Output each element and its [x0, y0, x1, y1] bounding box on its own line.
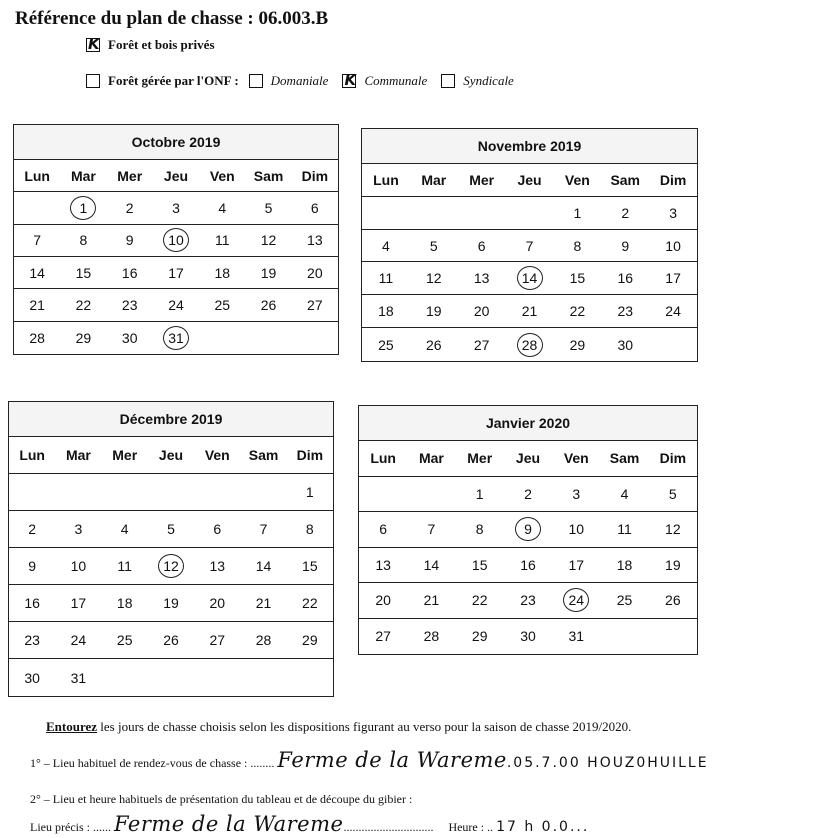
calendar-day[interactable]: 3	[669, 204, 677, 221]
calendar-day[interactable]: 26	[426, 336, 442, 353]
calendar-empty-cell	[649, 328, 697, 361]
calendar-empty-cell	[506, 197, 554, 229]
calendar-week-row	[362, 262, 697, 295]
calendar-empty-cell	[148, 659, 194, 696]
calendar-day[interactable]: 7	[259, 521, 268, 537]
calendar-day[interactable]: 13	[209, 558, 226, 574]
calendar-day[interactable]: 13	[307, 232, 323, 249]
weekday-header: Jeu	[515, 450, 541, 467]
calendar-day[interactable]: 19	[163, 595, 179, 611]
calendar-day[interactable]: 5	[167, 521, 175, 537]
calendar-day[interactable]: 2	[125, 199, 134, 216]
syndicale-label: Syndicale	[463, 73, 514, 88]
calendar-day[interactable]: 19	[260, 264, 277, 281]
onf-forest-checkbox[interactable]	[86, 74, 100, 88]
calendar-week-row	[9, 659, 333, 696]
calendar-week-row	[362, 230, 697, 263]
calendar-day[interactable]: 7	[525, 237, 534, 254]
calendar-day[interactable]: 6	[310, 199, 319, 216]
calendar-day[interactable]: 26	[260, 296, 277, 313]
calendar-day[interactable]: 6	[477, 237, 486, 254]
calendar-day[interactable]: 17	[568, 556, 585, 573]
presentation-line: 2° – Lieu et heure habituels de présentation du tableau et de découpe du gibier :	[30, 792, 413, 806]
calendar-week-row	[9, 511, 333, 548]
calendar-day[interactable]: 4	[120, 521, 129, 537]
calendar-day[interactable]: 29	[471, 628, 488, 645]
calendar-week-row	[359, 477, 697, 513]
calendar-day[interactable]: 10	[568, 521, 585, 538]
calendar-day[interactable]: 20	[209, 595, 226, 611]
calendar-day[interactable]: 6	[213, 521, 222, 537]
calendar-empty-cell	[102, 474, 148, 510]
private-forest-label: Forêt et bois privés	[108, 37, 215, 52]
weekday-header: Sam	[609, 450, 640, 467]
calendar-empty-cell	[194, 659, 240, 696]
calendar-day[interactable]: 12	[665, 521, 681, 538]
weekday-header: Jeu	[517, 171, 542, 188]
calendar-day[interactable]: 21	[255, 595, 272, 611]
calendar-day[interactable]: 23	[24, 632, 40, 648]
calendar-day[interactable]: 27	[375, 628, 391, 645]
calendar-day[interactable]: 21	[423, 592, 440, 609]
calendar-empty-cell	[148, 474, 194, 510]
calendar-day-circled[interactable]: 1	[60, 192, 106, 223]
calendar-day[interactable]: 9	[621, 237, 630, 254]
calendar-day[interactable]: 2	[524, 485, 532, 502]
weekday-header: Ven	[563, 450, 589, 467]
calendar-empty-cell	[410, 197, 458, 229]
calendar-day[interactable]: 5	[668, 485, 677, 502]
calendar-day[interactable]: 30	[617, 336, 634, 353]
calendar-weekday-row	[14, 160, 338, 192]
calendar-day[interactable]: 15	[471, 556, 488, 573]
calendar-empty-cell	[194, 474, 240, 510]
calendar-day[interactable]: 13	[473, 270, 490, 287]
calendar-day[interactable]: 9	[28, 558, 37, 574]
calendar-day[interactable]: 3	[572, 485, 581, 502]
weekday-header: Mar	[65, 447, 91, 463]
weekday-header: Lun	[370, 450, 396, 467]
calendar-empty-cell	[359, 477, 407, 512]
domaniale-label: Domaniale	[270, 73, 329, 88]
calendar-day[interactable]: 9	[125, 232, 134, 249]
calendar-empty-cell	[55, 474, 101, 510]
calendar-day[interactable]: 22	[302, 595, 318, 611]
calendar-day[interactable]: 14	[29, 264, 45, 281]
onf-forest-label: Forêt gérée par l'ONF :	[108, 73, 239, 88]
weekday-header: Ven	[204, 447, 230, 463]
calendar-day[interactable]: 24	[665, 303, 681, 320]
calendar-day[interactable]: 11	[378, 270, 394, 287]
calendar-janvier-2020	[358, 405, 698, 655]
calendar-day[interactable]: 21	[29, 296, 45, 313]
calendar-day[interactable]: 1	[305, 484, 314, 500]
calendar-empty-cell	[240, 474, 286, 510]
calendar-day[interactable]: 13	[375, 556, 391, 573]
calendar-weekday-row	[362, 164, 697, 197]
calendar-title: Octobre 2019	[14, 125, 338, 160]
calendar-title: Novembre 2019	[362, 129, 697, 164]
calendar-day[interactable]: 29	[302, 632, 318, 648]
calendar-day-circled[interactable]: 14	[506, 262, 554, 294]
domaniale-checkbox[interactable]	[249, 74, 263, 88]
communale-checkbox[interactable]	[342, 74, 356, 88]
calendar-empty-cell	[649, 619, 697, 655]
calendar-empty-cell	[362, 197, 410, 229]
calendar-day[interactable]: 25	[378, 336, 394, 353]
calendar-day[interactable]: 15	[75, 264, 92, 281]
weekday-header: Jeu	[158, 447, 184, 463]
calendar-day[interactable]: 18	[378, 303, 394, 320]
calendar-empty-cell	[245, 322, 291, 354]
weekday-header: Mer	[469, 171, 495, 188]
weekday-header: Dim	[296, 447, 324, 463]
weekday-header: Dim	[301, 167, 329, 184]
calendar-week-row	[14, 257, 338, 289]
calendar-day[interactable]: 27	[473, 336, 490, 353]
weekday-header: Dim	[659, 450, 687, 467]
calendar-day[interactable]: 10	[70, 558, 87, 574]
calendar-day[interactable]: 28	[255, 632, 272, 648]
calendar-day[interactable]: 19	[665, 556, 681, 573]
calendar-day[interactable]: 24	[70, 632, 87, 648]
calendar-day-circled[interactable]: 10	[153, 225, 199, 256]
calendar-day[interactable]: 27	[307, 296, 323, 313]
calendar-day[interactable]: 26	[163, 632, 179, 648]
calendar-day[interactable]: 5	[429, 237, 438, 254]
calendar-day[interactable]: 2	[621, 204, 630, 221]
calendar-empty-cell	[14, 192, 60, 223]
syndicale-checkbox[interactable]	[441, 74, 455, 88]
weekday-header: Dim	[659, 171, 687, 188]
calendar-day[interactable]: 6	[379, 521, 388, 538]
weekday-header: Lun	[24, 167, 50, 184]
calendar-day[interactable]: 8	[79, 232, 88, 249]
rdv-label: 1° – Lieu habituel de rendez-vous de chasse : ........	[30, 756, 275, 770]
calendar-day[interactable]: 18	[116, 595, 133, 611]
calendar-day[interactable]: 25	[214, 296, 231, 313]
calendar-empty-cell	[240, 659, 286, 696]
calendar-weekday-row	[359, 441, 697, 477]
calendar-week-row	[359, 619, 697, 655]
weekday-header: Sam	[610, 171, 641, 188]
calendar-octobre-2019	[13, 124, 339, 355]
calendar-empty-cell	[102, 659, 148, 696]
calendar-novembre-2019	[361, 128, 698, 362]
weekday-header: Lun	[373, 171, 399, 188]
calendar-empty-cell	[292, 322, 338, 354]
calendar-day[interactable]: 19	[426, 303, 442, 320]
lieu-line	[30, 812, 589, 836]
calendar-day[interactable]: 26	[665, 592, 681, 609]
calendar-day[interactable]: 16	[121, 264, 138, 281]
calendar-day[interactable]: 25	[616, 592, 633, 609]
calendar-day[interactable]: 10	[665, 237, 681, 254]
calendar-week-row	[14, 289, 338, 321]
instructions-rest: les jours de chasse choisis selon les dispositions figurant au verso pour la saison de chasse 2019/2020.	[97, 719, 632, 734]
calendar-title: Décembre 2019	[9, 402, 333, 437]
calendar-day[interactable]: 28	[29, 329, 45, 346]
calendar-day[interactable]: 17	[70, 595, 87, 611]
calendar-week-row	[362, 328, 697, 361]
calendar-day[interactable]: 14	[255, 558, 272, 574]
calendar-day[interactable]: 2	[28, 521, 37, 537]
calendar-day[interactable]: 11	[117, 558, 132, 574]
calendar-day-circled[interactable]: 12	[148, 548, 194, 584]
calendar-day[interactable]: 20	[375, 592, 391, 609]
calendar-day[interactable]: 3	[74, 521, 83, 537]
lieu-label: Lieu précis : ......	[30, 820, 111, 834]
calendar-day[interactable]: 20	[473, 303, 490, 320]
private-forest-checkbox[interactable]	[86, 38, 100, 52]
calendar-day[interactable]: 4	[620, 485, 629, 502]
calendar-week-row	[362, 197, 697, 230]
calendar-day[interactable]: 11	[617, 521, 632, 538]
calendar-day[interactable]: 16	[617, 270, 634, 287]
weekday-header: Sam	[248, 447, 279, 463]
calendar-day-circled[interactable]: 28	[506, 328, 554, 361]
calendar-day[interactable]: 23	[121, 296, 138, 313]
calendar-day[interactable]: 16	[24, 595, 40, 611]
calendar-day[interactable]: 21	[521, 303, 538, 320]
calendar-day[interactable]: 30	[121, 329, 138, 346]
calendar-week-row	[9, 548, 333, 585]
calendar-day[interactable]: 4	[382, 237, 390, 254]
calendar-day[interactable]: 31	[568, 628, 585, 645]
calendar-day[interactable]: 16	[520, 556, 536, 573]
calendar-day[interactable]: 7	[33, 232, 42, 249]
calendar-day[interactable]: 12	[426, 270, 442, 287]
calendar-day[interactable]: 25	[116, 632, 133, 648]
calendar-week-row	[359, 548, 697, 584]
calendar-day[interactable]: 20	[307, 264, 323, 281]
calendar-day[interactable]: 23	[617, 303, 634, 320]
calendar-day[interactable]: 7	[427, 521, 436, 538]
weekday-header: Sam	[253, 167, 284, 184]
calendar-week-row	[359, 583, 697, 619]
calendar-day[interactable]: 17	[665, 270, 681, 287]
calendar-day[interactable]: 17	[168, 264, 184, 281]
weekday-header: Mar	[70, 167, 96, 184]
calendar-week-row	[14, 192, 338, 224]
weekday-header: Jeu	[163, 167, 189, 184]
calendar-empty-cell	[287, 659, 333, 696]
calendar-day[interactable]: 11	[214, 232, 230, 249]
calendar-day[interactable]: 8	[475, 521, 484, 538]
private-forest-row	[86, 37, 215, 53]
rdv-value[interactable]: Ferme de la Wareme	[277, 748, 507, 772]
calendar-day[interactable]: 4	[218, 199, 227, 216]
calendar-weekday-row	[9, 437, 333, 474]
calendar-empty-cell	[199, 322, 245, 354]
rdv-extra[interactable]: .05.7.00 HOUZ0HUILLE	[506, 755, 709, 771]
calendar-day-circled[interactable]: 24	[552, 583, 600, 618]
calendar-week-row	[9, 585, 333, 622]
lieu-value[interactable]: Ferme de la Wareme	[113, 812, 344, 836]
weekday-header: Ven	[564, 171, 590, 188]
weekday-header: Mar	[421, 171, 447, 188]
calendar-day[interactable]: 8	[573, 237, 582, 254]
calendar-week-row	[14, 225, 338, 257]
calendar-day[interactable]: 12	[260, 232, 277, 249]
calendar-empty-cell	[600, 619, 648, 655]
calendar-day[interactable]: 29	[75, 329, 92, 346]
calendar-day[interactable]: 5	[264, 199, 273, 216]
calendar-day[interactable]: 31	[70, 669, 87, 686]
calendar-week-row	[14, 322, 338, 354]
calendar-day[interactable]: 24	[168, 296, 184, 313]
calendar-empty-cell	[9, 474, 55, 510]
calendar-day-circled[interactable]: 31	[153, 322, 199, 354]
calendar-day-circled[interactable]: 9	[504, 512, 552, 547]
rdv-line	[30, 748, 709, 772]
calendar-day[interactable]: 22	[471, 592, 488, 609]
calendar-day[interactable]: 23	[520, 592, 536, 609]
calendar-day[interactable]: 29	[569, 336, 586, 353]
weekday-header: Mer	[112, 447, 138, 463]
calendar-week-row	[9, 474, 333, 511]
instructions-lead: Entourez	[46, 719, 98, 734]
heure-value[interactable]: 17 h 0.0...	[496, 819, 590, 835]
calendar-day[interactable]: 1	[573, 204, 582, 221]
calendar-day[interactable]: 1	[475, 485, 484, 502]
weekday-header: Lun	[19, 447, 45, 463]
lieu-dots: ..............................	[343, 820, 434, 834]
calendar-decembre-2019	[8, 401, 334, 697]
calendar-day[interactable]: 8	[305, 521, 314, 537]
calendar-day[interactable]: 18	[616, 556, 633, 573]
reference-title: Référence du plan de chasse : 06.003.B	[15, 8, 329, 29]
weekday-header: Mer	[467, 450, 493, 467]
calendar-day[interactable]: 15	[569, 270, 586, 287]
calendar-day[interactable]: 15	[302, 558, 318, 574]
calendar-day[interactable]: 14	[423, 556, 440, 573]
calendar-day[interactable]: 3	[172, 199, 180, 216]
weekday-header: Mer	[117, 167, 143, 184]
instructions	[46, 719, 631, 735]
weekday-header: Mar	[418, 450, 444, 467]
communale-label: Communale	[364, 73, 428, 88]
onf-forest-row	[86, 73, 528, 89]
calendar-week-row	[359, 512, 697, 548]
calendar-week-row	[9, 622, 333, 659]
calendar-empty-cell	[458, 197, 506, 229]
calendar-day[interactable]: 27	[209, 632, 226, 648]
calendar-day[interactable]: 22	[75, 296, 92, 313]
calendar-day[interactable]: 30	[24, 669, 40, 686]
calendar-empty-cell	[407, 477, 455, 512]
calendar-day[interactable]: 28	[423, 628, 440, 645]
calendar-day[interactable]: 22	[569, 303, 586, 320]
calendar-week-row	[362, 295, 697, 328]
calendar-title: Janvier 2020	[359, 406, 697, 441]
weekday-header: Ven	[209, 167, 235, 184]
heure-label: Heure : ..	[448, 820, 494, 834]
calendar-day[interactable]: 18	[214, 264, 231, 281]
calendar-day[interactable]: 30	[520, 628, 536, 645]
